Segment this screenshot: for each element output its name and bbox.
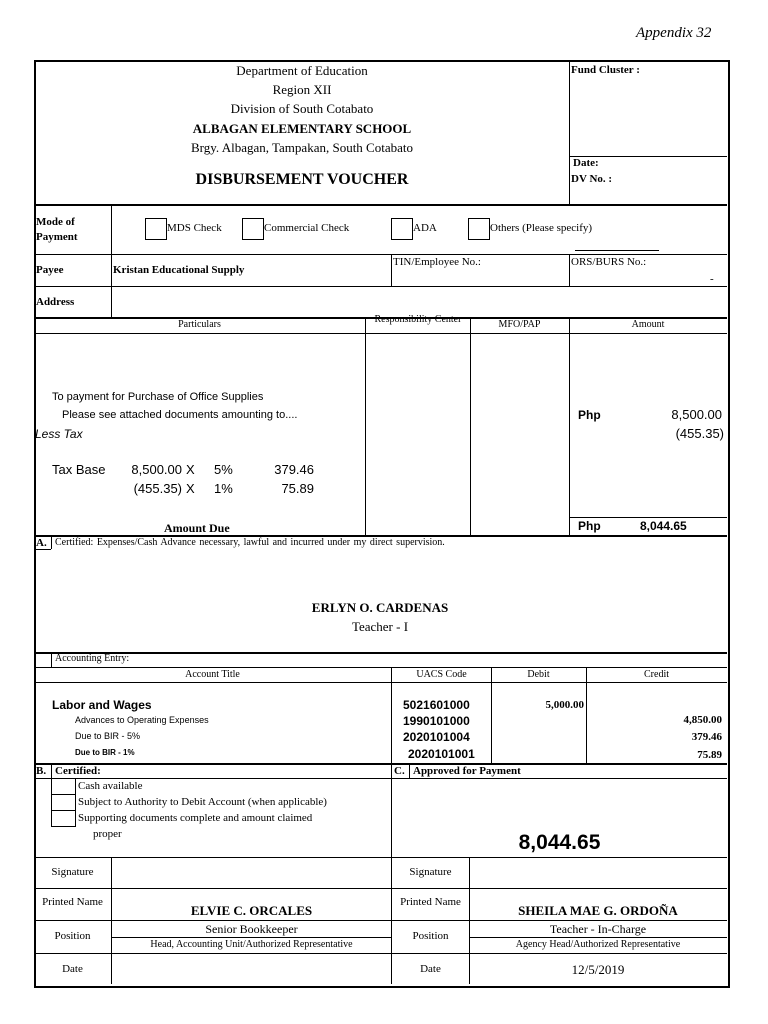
left-printed-name-label: Printed Name: [42, 896, 103, 908]
supporting-docs-checkbox[interactable]: [51, 810, 76, 827]
tax-multiply-1: X: [186, 462, 195, 477]
others-checkbox[interactable]: [468, 218, 490, 240]
right-position-mid-rule: [469, 937, 727, 938]
right-printed-name: SHEILA MAE G. ORDOÑA: [518, 903, 678, 918]
left-label-divider: [111, 857, 112, 984]
school-name: ALBAGAN ELEMENTARY SCHOOL: [192, 121, 412, 136]
amount-due-value: 8,044.65: [640, 519, 687, 533]
particulars-header: Particulars: [178, 319, 221, 330]
school-address: Brgy. Albagan, Tampakan, South Cotabato: [191, 140, 413, 155]
right-date-label: Date: [420, 963, 441, 975]
amount-due-label: Amount Due: [164, 521, 230, 535]
tax-rate-1: 5%: [214, 462, 233, 477]
responsibility-center-header: Responsibility Center: [374, 314, 462, 325]
accounting-entry-label: Accounting Entry:: [55, 653, 130, 664]
mode-bottom-rule: [34, 254, 727, 255]
section-b-letter-divider: [51, 764, 52, 778]
amount-due-php-label: Php: [578, 519, 601, 533]
tin-ors-divider: [569, 254, 570, 286]
tin-label: TIN/Employee No.:: [393, 256, 481, 268]
tax-multiply-2: X: [186, 481, 195, 496]
uacs-code-1: 5021601000: [403, 698, 470, 712]
left-position: Senior Bookkeeper: [205, 922, 298, 936]
ada-label: ADA: [413, 222, 437, 234]
account-title-3: Due to BIR - 5%: [75, 731, 141, 741]
account-title-4: Due to BIR - 1%: [75, 748, 135, 757]
label-column-divider: [111, 204, 112, 318]
date-top-rule: [34, 953, 727, 954]
department-name: Department of Education: [236, 63, 368, 78]
division-name: Division of South Cotabato: [230, 101, 374, 116]
account-title-header: Account Title: [185, 669, 240, 680]
section-a-letter: A.: [36, 537, 47, 549]
mfo-pap-header: MFO/PAP: [498, 319, 541, 330]
amount-header: Amount: [631, 319, 665, 330]
commercial-check-checkbox[interactable]: [242, 218, 264, 240]
certifying-officer-position: Teacher - I: [351, 619, 409, 634]
supporting-docs-label: Supporting documents complete and amount claimed: [78, 812, 313, 824]
accounting-header-rule: [34, 682, 727, 683]
payee-label: Payee: [36, 264, 64, 276]
ada-checkbox[interactable]: [391, 218, 413, 240]
right-role: Agency Head/Authorized Representative: [515, 939, 681, 950]
col-divider-3: [569, 317, 570, 535]
uacs-code-header: UACS Code: [416, 669, 467, 680]
signature-top-rule: [34, 857, 727, 858]
date-label: Date:: [573, 157, 599, 169]
left-position-label: Position: [54, 930, 91, 942]
commercial-check-label: Commercial Check: [264, 222, 350, 234]
ors-burs-value: -: [710, 273, 714, 285]
section-b-letter: B.: [36, 765, 47, 777]
amount-due-top-rule: [569, 517, 727, 518]
printed-name-top-rule: [34, 888, 727, 889]
approved-amount: 8,044.65: [518, 831, 601, 854]
gross-amount: 8,500.00: [671, 407, 722, 422]
left-date-label: Date: [62, 963, 83, 975]
acct-col-divider-2: [491, 667, 492, 763]
section-a-certification: Certified: Expenses/Cash Advance necessary, lawful and incurred under my direct supervision.: [55, 537, 445, 548]
section-c-letter: C.: [394, 765, 405, 777]
tax-total-amount: (455.35): [675, 426, 724, 441]
particulars-header-rule: [34, 333, 727, 334]
right-position-label: Position: [412, 930, 449, 942]
authority-to-debit-label: Subject to Authority to Debit Account (when applicable): [78, 796, 327, 808]
mode-of-payment-label: Mode of Payment: [36, 216, 78, 243]
section-b-title: Certified:: [55, 765, 101, 777]
uacs-code-4: 2020101001: [408, 747, 475, 761]
uacs-code-3: 2020101004: [403, 730, 470, 744]
cash-available-checkbox[interactable]: [51, 778, 76, 795]
acct-col-divider-1: [391, 667, 392, 763]
left-position-mid-rule: [111, 937, 391, 938]
debit-header: Debit: [527, 669, 550, 680]
account-title-2: Advances to Operating Expenses: [75, 715, 209, 725]
fund-cluster-label: Fund Cluster :: [571, 64, 640, 76]
payee-bottom-rule: [34, 286, 727, 287]
accounting-bottom-rule: [34, 763, 727, 765]
certifying-officer-name: ERLYN O. CARDENAS: [311, 600, 449, 615]
left-signature-label: Signature: [51, 866, 94, 878]
position-top-rule: [34, 920, 727, 921]
col-divider-1: [365, 317, 366, 535]
particulars-line-1: To payment for Purchase of Office Supplies: [52, 391, 264, 403]
section-a-bottom-rule: [34, 652, 727, 654]
right-signature-label: Signature: [409, 866, 452, 878]
col-divider-2: [470, 317, 471, 535]
header-divider: [569, 60, 570, 204]
tax-base-amount-2: (455.35): [133, 481, 182, 496]
header-bottom-rule: [34, 204, 727, 206]
account-title-1: Labor and Wages: [52, 698, 152, 712]
debit-amount-1: 5,000.00: [545, 699, 584, 711]
right-position: Teacher - In-Charge: [549, 922, 647, 936]
credit-amount-3: 379.46: [691, 731, 722, 743]
right-date: 12/5/2019: [571, 962, 625, 977]
region-name: Region XII: [272, 82, 332, 97]
right-printed-name-label: Printed Name: [400, 896, 461, 908]
dv-number-label: DV No. :: [571, 173, 613, 185]
gross-php-label: Php: [578, 408, 601, 422]
cash-available-label: Cash available: [78, 780, 143, 792]
accounting-letter-divider: [51, 653, 52, 667]
others-specify-line: [575, 250, 659, 251]
tax-amount-2: 75.89: [281, 481, 314, 496]
authority-to-debit-checkbox[interactable]: [51, 794, 76, 811]
appendix-label: Appendix 32: [636, 25, 712, 41]
section-a-letter-divider: [51, 536, 52, 549]
section-c-letter-divider: [409, 764, 410, 778]
uacs-code-2: 1990101000: [403, 714, 470, 728]
credit-amount-2: 4,850.00: [683, 714, 722, 726]
tax-base-amount-1: 8,500.00: [131, 462, 182, 477]
mds-check-label: MDS Check: [167, 222, 222, 234]
address-label: Address: [36, 296, 75, 308]
supporting-docs-label-cont: proper: [93, 828, 122, 840]
acct-col-divider-3: [586, 667, 587, 763]
left-printed-name: ELVIE C. ORCALES: [190, 903, 313, 918]
bc-header-rule: [34, 778, 727, 779]
tax-rate-2: 1%: [214, 481, 233, 496]
section-a-letter-underline: [34, 549, 51, 550]
credit-amount-4: 75.89: [697, 749, 722, 761]
left-role: Head, Accounting Unit/Authorized Representative: [150, 939, 353, 950]
payee-name: Kristan Educational Supply: [113, 264, 245, 276]
credit-header: Credit: [644, 669, 669, 680]
payee-tin-divider: [391, 254, 392, 286]
tax-amount-1: 379.46: [274, 462, 314, 477]
section-c-title: Approved for Payment: [413, 765, 521, 777]
tax-base-label: Tax Base: [52, 462, 106, 477]
accounting-label-rule: [34, 667, 727, 668]
particulars-line-2: Please see attached documents amounting to....: [62, 409, 298, 421]
document-title: DISBURSEMENT VOUCHER: [195, 171, 409, 188]
others-label: Others (Please specify): [490, 222, 593, 234]
ors-burs-label: ORS/BURS No.:: [571, 256, 647, 268]
less-tax-label: Less Tax: [35, 427, 83, 441]
mds-check-checkbox[interactable]: [145, 218, 167, 240]
